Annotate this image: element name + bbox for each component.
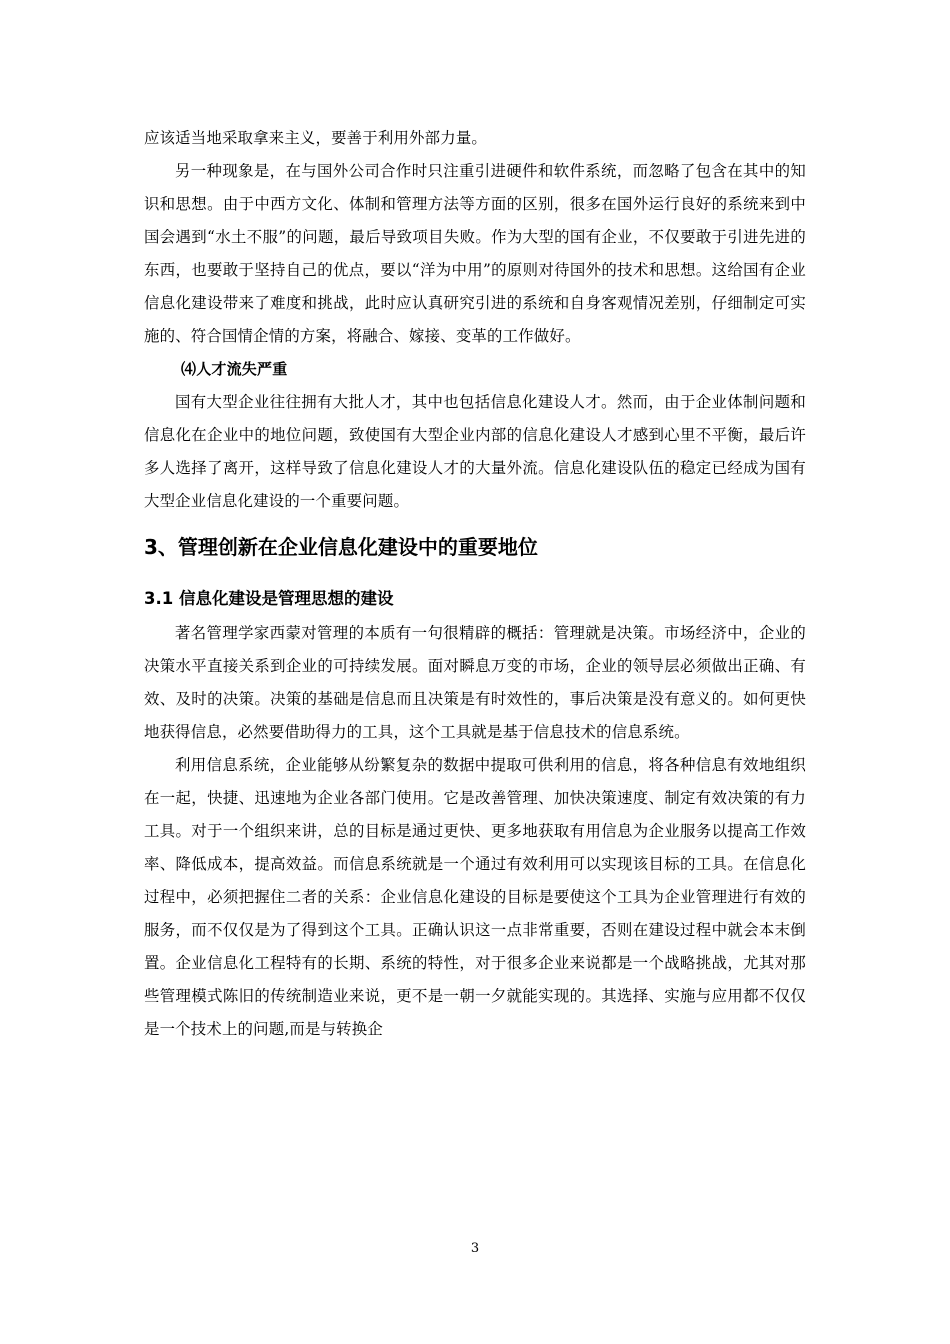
subsection-heading: 3.1 信息化建设是管理思想的建设: [144, 589, 394, 608]
page-number: 3: [470, 1241, 480, 1256]
paragraph: 著名管理学家西蒙对管理的本质有一句很精辟的概括：管理就是决策。市场经济中，企业的决策水平直接关系到企业的可持续发展。面对瞬息万变的市场，企业的领导层必须做出正确、有效、及时的决策。决策的基础是信息而且决策是有时效性的，事后决策是没有意义的。如何更快地获得信息，必然要借助得力的工具，这个工具就是基于信息技术的信息系统。: [144, 624, 806, 741]
paragraph-continuation: 应该适当地采取拿来主义，要善于利用外部力量。: [144, 129, 487, 147]
sub-heading: ⑷人才流失严重: [181, 360, 288, 378]
paragraph: 另一种现象是，在与国外公司合作时只注重引进硬件和软件系统，而忽略了包含在其中的知识和思想。由于中西方文化、体制和管理方法等方面的区别，很多在国外运行良好的系统来到中国会遇到“水土不服”的问题，最后导致项目失败。作为大型的国有企业，不仅要敢于引进先进的东西，也要敢于坚持自己的优点，要以“洋为中用”的原则对待国外的技术和思想。这给国有企业信息化建设带来了难度和挑战，此时应认真研究引进的系统和自身客观情况差别，仔细制定可实施的、符合国情企情的方案，将融合、嫁接、变革的工作做好。: [144, 162, 806, 345]
page-content: [144, 122, 806, 1046]
paragraph: 国有大型企业往往拥有大批人才，其中也包括信息化建设人才。然而，由于企业体制问题和信息化在企业中的地位问题，致使国有大型企业内部的信息化建设人才感到心里不平衡，最后许多人选择了离开，这样导致了信息化建设人才的大量外流。信息化建设队伍的稳定已经成为国有大型企业信息化建设的一个重要问题。: [144, 393, 806, 510]
section-heading: 3、管理创新在企业信息化建设中的重要地位: [144, 535, 538, 559]
paragraph: 利用信息系统，企业能够从纷繁复杂的数据中提取可供利用的信息，将各种信息有效地组织在一起，快捷、迅速地为企业各部门使用。它是改善管理、加快决策速度、制定有效决策的有力工具。对于一个组织来讲，总的目标是通过更快、更多地获取有用信息为企业服务以提高工作效率、降低成本，提高效益。而信息系统就是一个通过有效利用可以实现该目标的工具。在信息化过程中，必须把握住二者的关系：企业信息化建设的目标是要使这个工具为企业管理进行有效的服务，而不仅仅是为了得到这个工具。正确认识这一点非常重要，否则在建设过程中就会本末倒置。企业信息化工程特有的长期、系统的特性，对于很多企业来说都是一个战略挑战，尤其对那些管理模式陈旧的传统制造业来说，更不是一朝一夕就能实现的。其选择、实施与应用都不仅仅是一个技术上的问题,而是与转换企: [144, 756, 806, 1038]
